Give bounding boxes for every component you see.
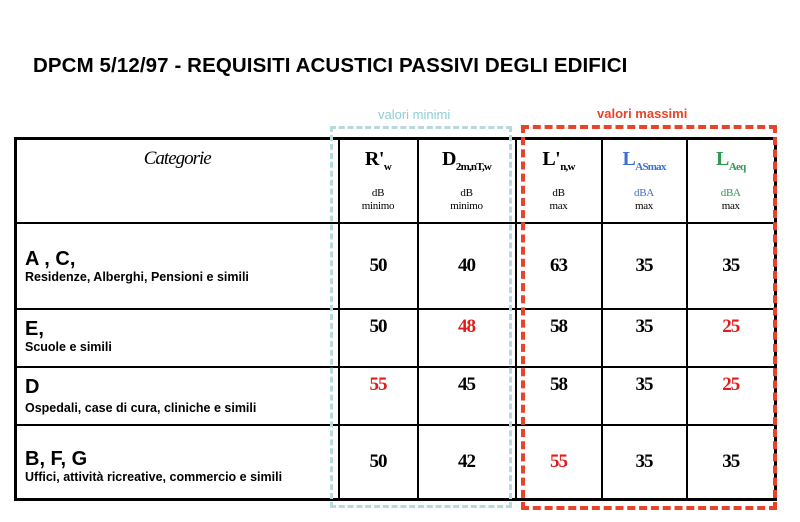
min-values-label: valori minimi xyxy=(378,107,451,122)
lasmax-unit: dBA xyxy=(634,187,654,199)
rw-limit: minimo xyxy=(361,200,395,212)
lnw-unit: dB xyxy=(552,187,565,199)
max-values-dashed-box xyxy=(521,125,777,510)
laeq-subscript: Aeq xyxy=(728,161,746,173)
category-cell xyxy=(16,309,339,367)
value-cell-highlight: 48 xyxy=(418,309,516,367)
value-cell-highlight: 55 xyxy=(516,425,602,500)
value-cell: 40 xyxy=(418,223,516,309)
value-cell: 58 xyxy=(516,309,602,367)
value-cell: 35 xyxy=(602,425,687,500)
categorie-header: Categorie xyxy=(16,139,339,224)
value-cell-highlight: 55 xyxy=(339,367,418,425)
rw-unit: dB xyxy=(371,187,385,199)
min-values-dashed-box xyxy=(330,126,512,508)
max-values-label: valori massimi xyxy=(597,106,688,121)
category-description: Uffici, attività ricreative, commercio e simili xyxy=(25,470,283,484)
category-description: Residenze, Alberghi, Pensioni e simili xyxy=(25,270,249,284)
value-cell: 58 xyxy=(516,367,602,425)
value-cell: 35 xyxy=(602,309,687,367)
category-cell xyxy=(16,367,339,425)
value-cell: 50 xyxy=(339,309,418,367)
value-cell: 35 xyxy=(687,223,776,309)
category-cell xyxy=(16,223,339,309)
category-code: A , C, xyxy=(25,248,76,270)
laeq-limit: max xyxy=(721,200,740,212)
value-cell-highlight: 25 xyxy=(687,309,776,367)
laeq-unit: dBA xyxy=(720,187,741,199)
laeq-symbol: L xyxy=(716,148,729,170)
d2m-symbol: D xyxy=(441,148,456,170)
value-cell: 50 xyxy=(339,425,418,500)
lnw-symbol: L' xyxy=(542,148,561,170)
category-code: D xyxy=(25,376,40,398)
rw-symbol: R' xyxy=(364,148,384,170)
value-cell: 63 xyxy=(516,223,602,309)
page-title: DPCM 5/12/97 - REQUISITI ACUSTICI PASSIVI DEGLI EDIFICI xyxy=(33,54,628,77)
lnw-limit: max xyxy=(549,200,568,212)
value-cell: 35 xyxy=(602,367,687,425)
category-code: E, xyxy=(25,318,44,340)
rw-subscript: w xyxy=(383,161,392,173)
category-description: Ospedali, case di cura, cliniche e simili xyxy=(25,401,257,415)
lasmax-limit: max xyxy=(634,200,654,212)
value-cell: 35 xyxy=(602,223,687,309)
lasmax-subscript: ASmax xyxy=(635,161,666,173)
category-cell xyxy=(16,425,339,500)
category-description: Scuole e simili xyxy=(25,340,112,354)
value-cell: 35 xyxy=(687,425,776,500)
d2m-subscript: 2m,nT,w xyxy=(455,161,492,173)
value-cell: 42 xyxy=(418,425,516,500)
value-cell: 50 xyxy=(339,223,418,309)
category-code: B, F, G xyxy=(25,448,88,470)
value-cell: 45 xyxy=(418,367,516,425)
d2m-limit: minimo xyxy=(450,200,483,212)
lasmax-symbol: L xyxy=(622,148,636,170)
d2m-unit: dB xyxy=(460,187,473,199)
lnw-subscript: n,w xyxy=(560,161,575,173)
value-cell-highlight: 25 xyxy=(687,367,776,425)
